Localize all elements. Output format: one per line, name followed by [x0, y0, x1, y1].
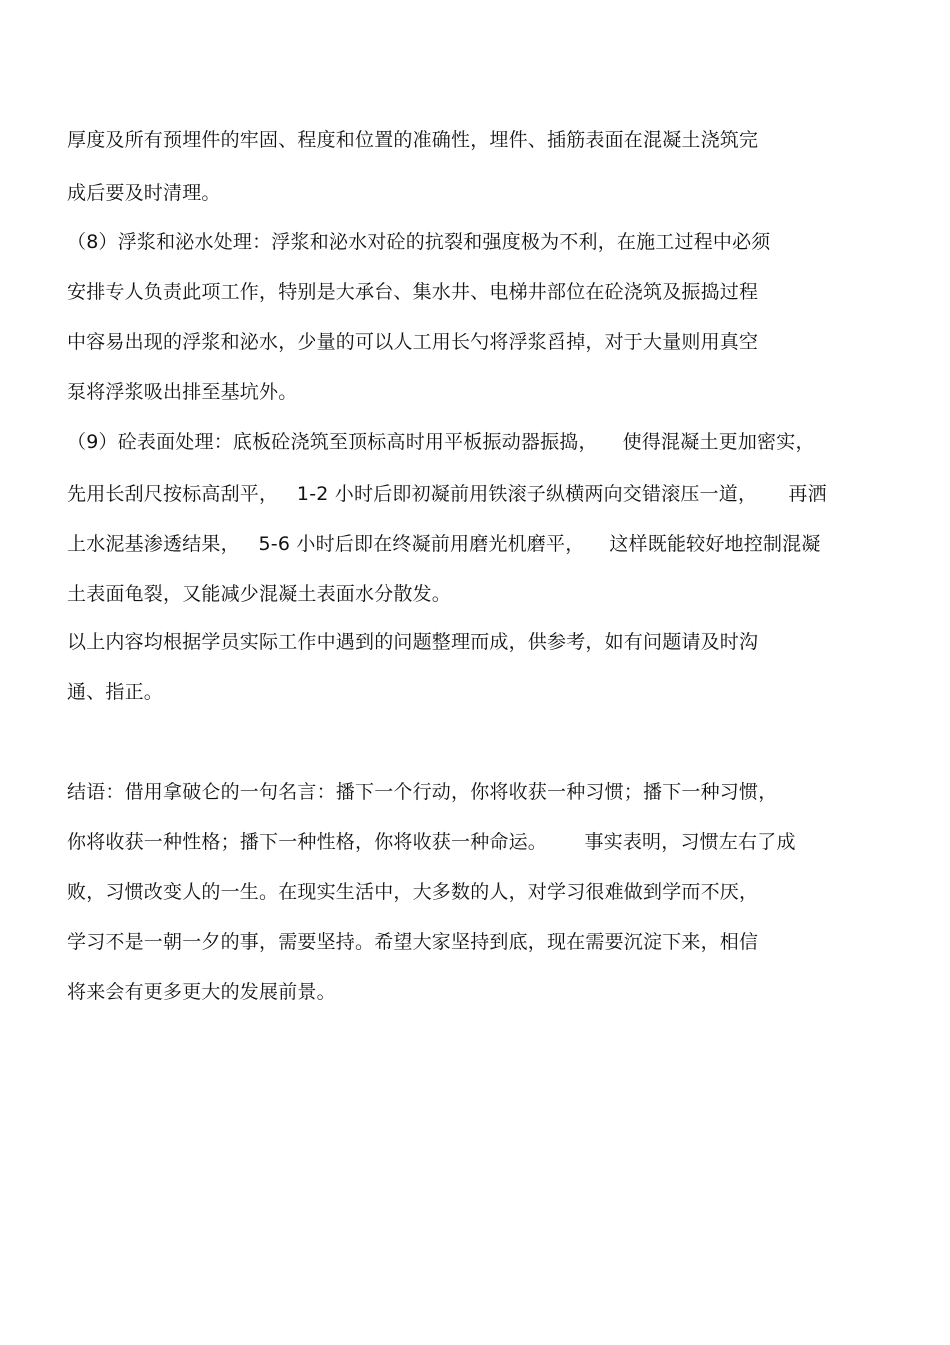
text-line: 败，习惯改变人的一生。在现实生活中，大多数的人，对学习很难做到学而不厌，: [67, 881, 759, 903]
text-line: 先用长刮尺按标高刮平， 1-2 小时后即初凝前用铁滚子纵横两向交错滚压一道， 再洒: [67, 483, 827, 505]
text-line: 学习不是一朝一夕的事，需要坚持。希望大家坚持到底，现在需要沉淀下来，相信: [67, 931, 759, 953]
text-line: （9）砼表面处理：底板砼浇筑至顶标高时用平板振动器振捣， 使得混凝土更加密实，: [67, 431, 815, 453]
text-line: 结语：借用拿破仑的一句名言：播下一个行动，你将收获一种习惯；播下一种习惯，: [67, 781, 778, 803]
text-line: 你将收获一种性格；播下一种性格，你将收获一种命运。 事实表明，习惯左右了成: [67, 831, 796, 853]
text-line: 通、指正。: [67, 681, 164, 703]
text-line: 将来会有更多更大的发展前景。: [67, 981, 336, 1003]
text-line: （8）浮浆和泌水处理：浮浆和泌水对砼的抗裂和强度极为不利，在施工过程中必须: [67, 231, 771, 253]
text-line: 成后要及时清理。: [67, 182, 221, 204]
text-line: 土表面龟裂，又能减少混凝土表面水分散发。: [67, 583, 452, 605]
text-line: 中容易出现的浮浆和泌水，少量的可以人工用长勺将浮浆舀掉，对于大量则用真空: [67, 331, 759, 353]
text-line: 安排专人负责此项工作，特别是大承台、集水井、电梯井部位在砼浇筑及振捣过程: [67, 281, 759, 303]
text-line: 以上内容均根据学员实际工作中遇到的问题整理而成，供参考，如有问题请及时沟: [67, 631, 759, 653]
text-line: 泵将浮浆吸出排至基坑外。: [67, 381, 298, 403]
text-line: 厚度及所有预埋件的牢固、程度和位置的准确性，埋件、插筋表面在混凝土浇筑完: [67, 129, 759, 151]
text-line: 上水泥基渗透结果， 5-6 小时后即在终凝前用磨光机磨平， 这样既能较好地控制混凝: [67, 533, 821, 555]
